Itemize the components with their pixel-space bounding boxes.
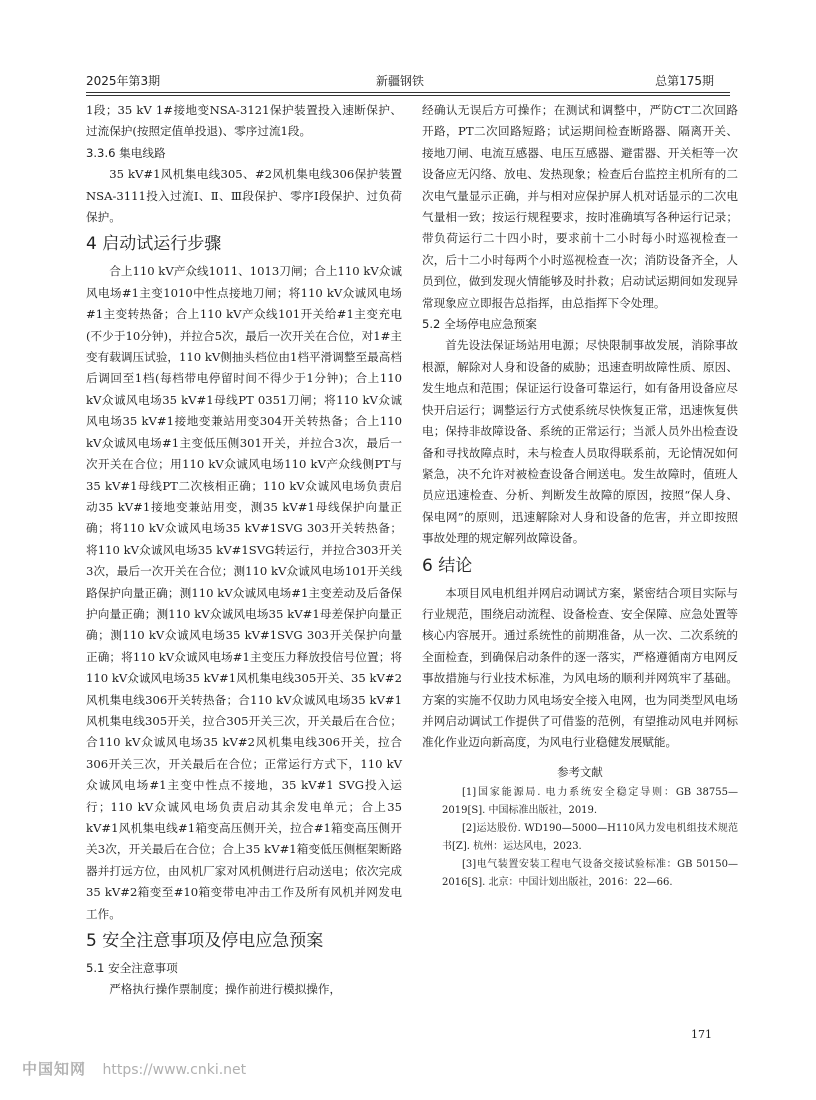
reference-item: [1]国家能源局. 电力系统安全稳定导则：GB 38755—2019[S]. 中国标准出版社，2019. — [442, 786, 738, 816]
section-heading: 6 结论 — [422, 555, 473, 576]
paragraph: 1段；35 kV 1#接地变NSA-3121保护装置投入速断保护、过流保护(按照定值单投退)、零序过流1段。 — [86, 103, 402, 139]
section-heading: 4 启动试运行步骤 — [86, 234, 222, 255]
paragraph: 本项目风电机组并网启动调试方案，紧密结合项目实际与行业规范，围绕启动流程、设备检查、安全保障、应急处置等核心内容展开。通过系统性的前期准备，从一次、二次系统的全面检查，到确保启动条件的逐一落实，严格遵循南方电网反事故措施与行业技术标准，为风电场的顺利并网筑牢了基础。方案的实施不仅助力风电场安全接入电网，也为同类型风电场并网启动调试工作提供了可借鉴的范例，有望推动风电并网标准化作业迈向新高度，为风电行业稳健发展赋能。 — [422, 585, 738, 750]
reference-item: [3]电气装置安装工程电气设备交接试验标准：GB 50150—2016[S]. 北京：中国计划出版社，2016：22—66. — [442, 858, 738, 888]
header-rule — [86, 92, 730, 93]
paragraph: 严格执行操作票制度；操作前进行模拟操作， — [109, 982, 342, 997]
header-rule-thin — [86, 95, 730, 96]
right-column — [422, 100, 738, 892]
section-heading: 5 安全注意事项及停电应急预案 — [86, 931, 324, 952]
total-issue-label: 总第175期 — [655, 74, 714, 88]
left-column — [86, 100, 402, 1001]
watermark-footer — [22, 1058, 246, 1079]
paragraph: 35 kV#1风机集电线305、#2风机集电线306保护装置NSA-3111投入过流Ⅰ、Ⅱ、Ⅲ段保护、零序Ⅰ段保护、过负荷保护。 — [86, 167, 402, 225]
cnki-url[interactable]: https://www.cnki.net — [102, 1062, 247, 1078]
paragraph: 经确认无误后方可操作；在测试和调整中，严防CT二次回路开路，PT二次回路短路；试运期间检查断路器、隔离开关、接地刀闸、电流互感器、电压互感器、避雷器、开关柜等一次设备应无闪络、放电、发热现象；检查后台监控主机所有的二次电气量显示正确，并与相对应保护屏人机对话显示的二次电气量相一致；按运行规程要求，按时准确填写各种运行记录；带负荷运行二十四小时，要求前十二小时每小时巡视检查一次，后十二小时每两个小时巡视检查一次；消防设备齐全，人员到位，做到发现火情能够及时扑救；启动试运期间如发现异常现象应立即报告总指挥，由总指挥下令处理。 — [422, 103, 738, 310]
paragraph: 首先设法保证场站用电源；尽快限制事故发展，消除事故根源，解除对人身和设备的威胁；迅速查明故障性质、原因、发生地点和范围；保证运行设备可靠运行，如有备用设备应尽快开启运行；调整运行方式使系统尽快恢复正常，迅速恢复供电；保持非故障设备、系统的正常运行；当派人员外出检查设备和寻找故障点时，未与检查人员取得联系前，无论情况如何紧急，决不允许对被检查设备合闸送电。发生故障时，值班人员应迅速检查、分析、判断发生故障的原因，按照“保人身、保电网”的原则，迅速解除对人身和设备的危害，并立即按照事故处理的规定解列故障设备。 — [422, 338, 738, 546]
issue-label: 2025年第3期 — [86, 74, 161, 88]
subsection-heading: 5.2 全场停电应急预案 — [422, 317, 537, 332]
subsection-heading: 3.3.6 集电线路 — [86, 145, 166, 160]
paragraph: 合上110 kV产众线1011、1013刀闸；合上110 kV众诚风电场#1主变1010中性点接地刀闸；将110 kV众诚风电场#1主变转热备；合上110 kV产众线101开关给#1主变充电(不少于10分钟)，并拉合5次，最后一次开关在合位，对1#主变有载调压试验，110 kV侧抽头档位由1档平滑调整至最高档后调回至1档(每档带电停留时间不得少于1分钟)；合上110 kV众诚风电场35 kV#1母线PT 0351刀闸；将110 kV众诚风电场35 kV#1接地变兼站用变304开关转热备；合上110 kV众诚风电场#1主变低压侧301开关，并拉合3次，最后一次开关在合位；用110 kV众诚风电场110 kV产众线侧PT与35 kV#1母线PT二次核相正确；110 kV众诚风电场负责启动35 kV#1接地变兼站用变，测35 kV#1母线保护向量正确；将110 kV众诚风电场35 kV#1SVG 303开关转热备；将110 kV众诚风电场35 kV#1SVG转运行，并拉合303开关3次，最后一次开关在合位；测110 kV众诚风电场101开关线路保护向量正确；测110 kV众诚风电场#1主变差动及后备保护向量正确；测110 kV众诚风电场35 kV#1母差保护向量正确；测110 kV众诚风电场35 kV#1SVG 303开关保护向量正确；将110 kV众诚风电场#1主变压力释放投信号位置；将110 kV众诚风电场35 kV#1风机集电线305开关、35 kV#2风机集电线306开关转热备；合110 kV众诚风电场35 kV#1风机集电线305开关，拉合305开关三次，开关最后在合位；合110 kV众诚风电场35 kV#2风机集电线306开关，拉合306开关三次，开关最后在合位；正常运行方式下，110 kV众诚风电场#1主变中性点不接地，35 kV#1 SVG投入运行；110 kV众诚风电场负责启动其余发电单元；合上35 kV#1风机集电线#1箱变高压侧开关，拉合#1箱变高压侧开关3次，开关最后在合位；合上35 kV#1箱变低压侧框架断路器并打远方位，由风机厂家对风机侧进行启动送电；依次完成35 kV#2箱变至#10箱变带电冲击工作及所有风机并网发电工作。 — [86, 264, 402, 921]
subsection-heading: 5.1 安全注意事项 — [86, 961, 178, 976]
journal-name: 新疆钢铁 — [375, 74, 424, 88]
page-number: 171 — [691, 1028, 712, 1041]
running-header — [86, 72, 714, 92]
reference-item: [2]运达股份. WD190—5000—H110风力发电机组技术规范书[Z]. 杭州：运达风电，2023. — [442, 822, 738, 852]
references-title: 参考文献 — [557, 764, 603, 779]
cnki-logo: 中国知网 — [22, 1060, 87, 1078]
